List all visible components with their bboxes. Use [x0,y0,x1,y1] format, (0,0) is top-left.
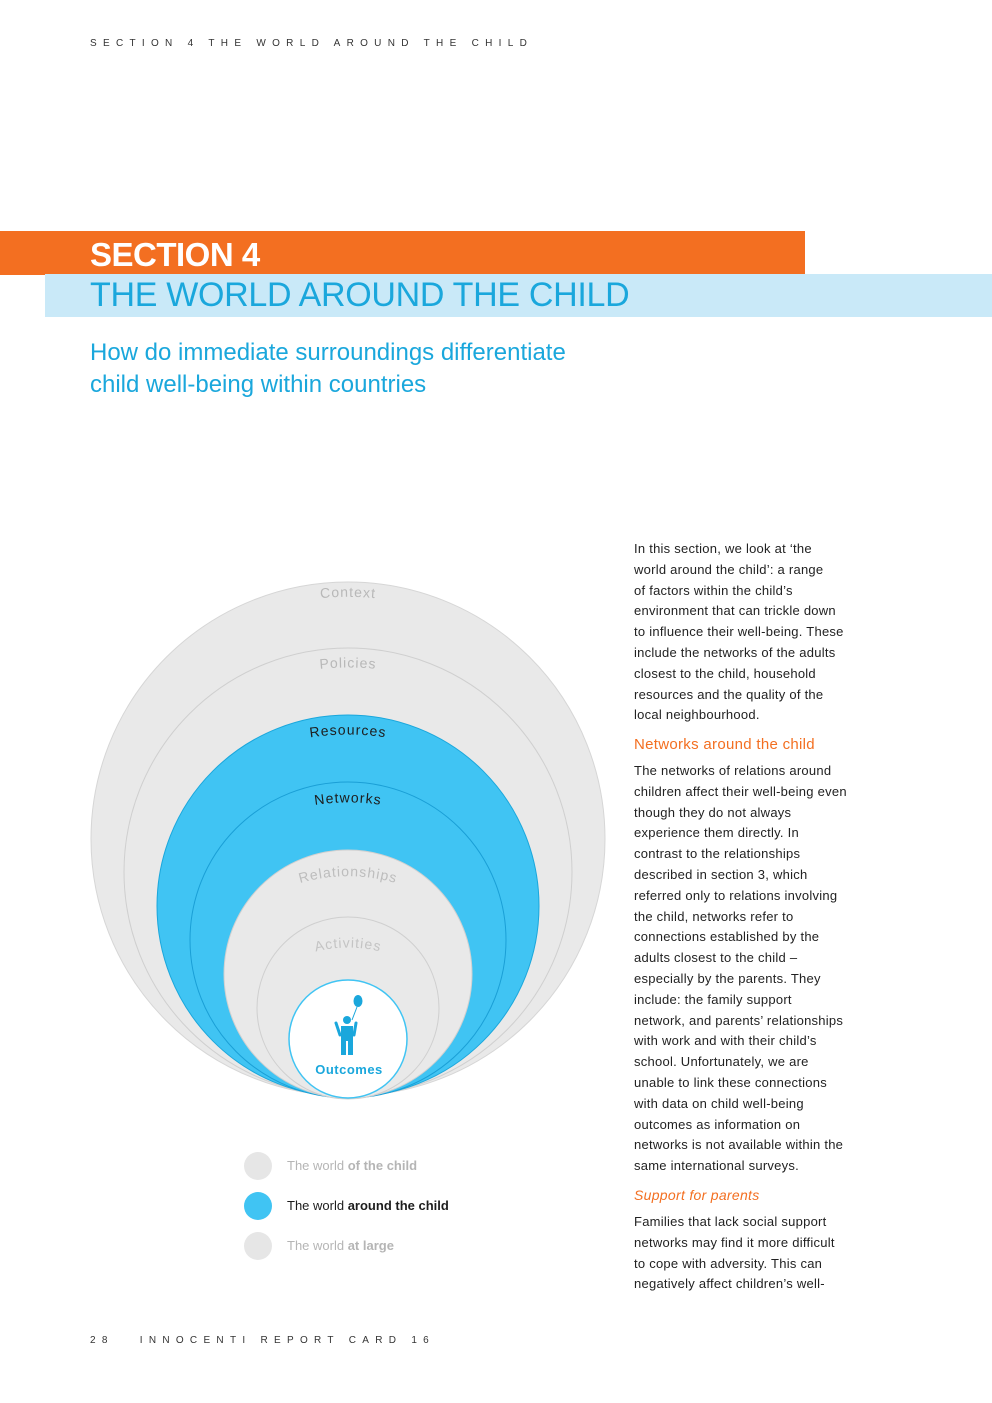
subtitle-line: child well-being within countries [90,371,427,398]
publication-name: INNOCENTI REPORT CARD 16 [139,1335,436,1346]
legend-swatch [244,1232,272,1260]
section-title: THE WORLD AROUND THE CHILD [90,276,630,314]
intro-paragraph: In this section, we look at ‘the world around the child’: a range of factors within the child’s environment that can trickle down to influence their well-being. These include the networks of the adults closest to the child, household resources and the quality of the local neighbourhood. [634,541,844,723]
legend-swatch [244,1152,272,1180]
legend-label: The world at large [287,1238,394,1253]
legend-swatch [244,1192,272,1220]
legend-label: The world of the child [287,1158,418,1173]
subtitle-line: How do immediate surroundings differentiate [90,339,566,366]
running-header: SECTION 4 THE WORLD AROUND THE CHILD [90,38,534,49]
ring-label-networks: Networks [313,789,383,808]
networks-paragraph: The networks of relations around children affect their well-being even though they do not always experience them directly. In contrast to the relationships described in section 3, which referred only to relations involving the child, networks refer to connections established by the adults closest to the child – especially by the parents. They include: the family support network, and parents’ relationships with work and with their child’s school. Unfortunately, we are unable to link these connections with data on child well-being outcomes as information on networks is not available within the same international surveys. [634,763,847,1174]
section-label: SECTION 4 [90,236,260,273]
page-footer [90,1335,435,1346]
ring-label-policies: Policies [318,654,378,672]
support-heading: Support for parents [634,1187,760,1203]
ring-label-outcomes: Outcomes [315,1062,383,1077]
ring-label-relationships: Relationships [296,863,400,886]
legend-label: The world around the child [287,1198,449,1213]
ring-label-activities: Activities [312,934,384,955]
ring-label-resources: Resources [308,721,388,741]
ring-label-context: Context [319,583,377,602]
networks-heading: Networks around the child [634,736,815,753]
support-paragraph: Families that lack social support networks may find it more difficult to cope with adversity. This can negatively affect children’s well- [634,1214,835,1292]
page-number: 28 [90,1335,114,1346]
